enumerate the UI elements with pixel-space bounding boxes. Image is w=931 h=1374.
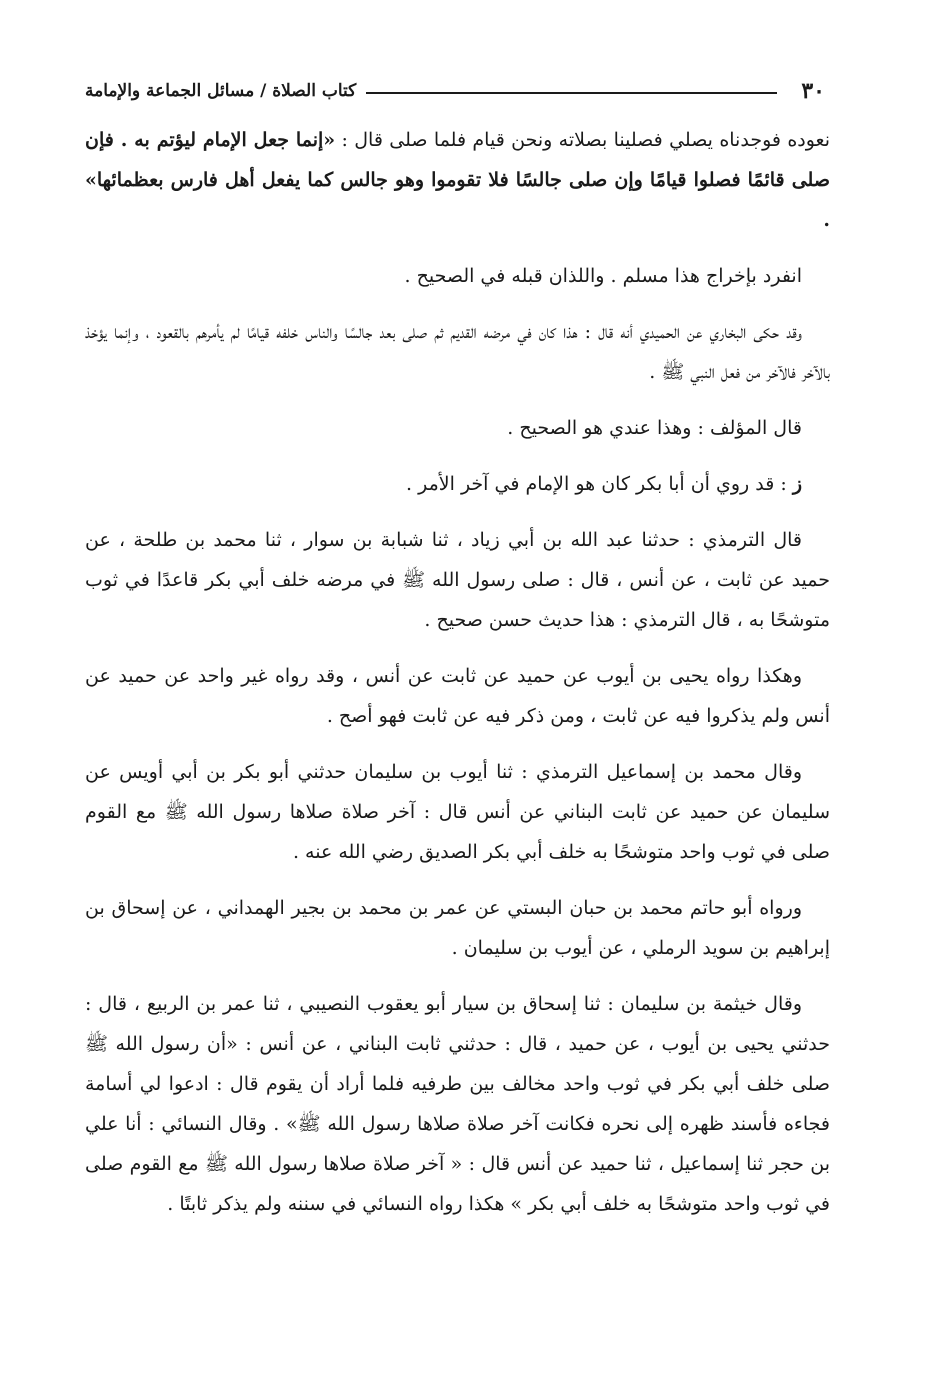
paragraph-6: قال الترمذي : حدثنا عبد الله بن أبي زياد ، ثنا شبابة بن سوار ، ثنا محمد بن طلحة ، عن حميد عن ثابت ، عن أنس ، قال : صلى رسول الله ﷺ في مرضه خلف أبي بكر قاعدًا في ثوب متوشحًا به ، قال الترمذي : هذا حديث حسن صحيح . bbox=[85, 529, 830, 631]
page-header bbox=[85, 76, 825, 106]
paragraph-9: ورواه أبو حاتم محمد بن حبان البستي عن عمر بن محمد بن بجير الهمداني ، عن إسحاق بن إبراهيم بن سويد الرملي ، عن أيوب بن سليمان . bbox=[85, 897, 830, 959]
paragraph-3: وقد حكى البخاري عن الحميدي أنه قال : هذا كان في مرضه القديم ثم صلى بعد جالسًا والناس خلفه قيامًا لم يأمرهم بالقعود ، وإنما يؤخذ بالآخر فالآخر من فعل النبي ﷺ . bbox=[85, 321, 830, 383]
paragraph-4: قال المؤلف : وهذا عندي هو الصحيح . bbox=[507, 417, 802, 439]
hadith-quote: «إنما جعل الإمام ليؤتم به . فإن صلى قائمًا فصلوا قيامًا وإن صلى جالسًا فلا تقوموا وهو جالس كما يفعل أهل فارس بعظمائها» . bbox=[85, 129, 830, 231]
page-number: ٣٠ bbox=[801, 78, 825, 104]
paragraph-1-intro: نعوده فوجدناه يصلي فصلينا بصلاته ونحن قيام فلما صلى قال : bbox=[335, 129, 831, 151]
running-title: كتاب الصلاة / مسائل الجماعة والإمامة bbox=[85, 81, 357, 101]
editor-marker: ز bbox=[792, 473, 802, 495]
paragraph-5 bbox=[85, 464, 830, 504]
paragraph-7: وهكذا رواه يحيى بن أيوب عن حميد عن ثابت عن أنس ، وقد رواه غير واحد عن حميد عن أنس ولم يذكروا فيه عن ثابت ، ومن ذكر فيه عن ثابت فهو أصح . bbox=[85, 665, 830, 727]
paragraph-5-text: : قد روي أن أبا بكر كان هو الإمام في آخر الأمر . bbox=[406, 473, 787, 495]
paragraph-10: وقال خيثمة بن سليمان : ثنا إسحاق بن سيار أبو يعقوب النصيبي ، ثنا عمر بن الربيع ، قال : حدثني يحيى بن أيوب ، عن حميد ، قال : حدثني ثابت البناني ، عن أنس : «أن رسول الله ﷺ صلى خلف أبي بكر في ثوب واحد مخالف بين طرفيه فلما أراد أن يقوم قال : ادعوا لي أسامة فجاءه فأسند ظهره إلى نحره فكانت آخر صلاة صلاها رسول الله ﷺ» . وقال النسائي : أنا علي بن حجر ثنا إسماعيل ، ثنا حميد عن أنس قال : « آخر صلاة صلاها رسول الله ﷺ مع القوم صلى في ثوب واحد متوشحًا به خلف أبي بكر » هكذا رواه النسائي في سننه ولم يذكر ثابتًا . bbox=[85, 993, 830, 1215]
page-body bbox=[85, 120, 830, 1240]
paragraph-1 bbox=[85, 120, 830, 240]
header-rule bbox=[366, 92, 777, 94]
paragraph-8: وقال محمد بن إسماعيل الترمذي : ثنا أيوب بن سليمان حدثني أبو بكر بن أبي أويس عن سليمان عن حميد عن ثابت البناني عن أنس قال : آخر صلاة صلاها رسول الله ﷺ مع القوم صلى في ثوب واحد متوشحًا به خلف أبي بكر الصديق رضي الله عنه . bbox=[85, 761, 830, 863]
paragraph-2: انفرد بإخراج هذا مسلم . واللذان قبله في الصحيح . bbox=[404, 265, 802, 287]
